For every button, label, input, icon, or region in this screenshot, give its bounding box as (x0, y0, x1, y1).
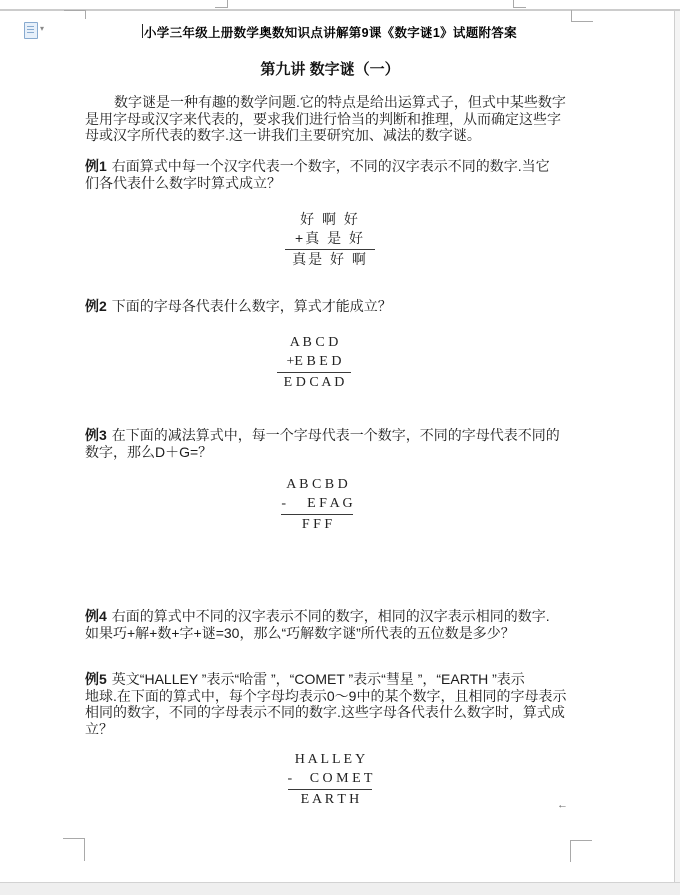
minuend-row: A B C B D (286, 477, 348, 492)
example-text: 地球.在下面的算式中，每个字母均表示0～9中的某个数字，且相同的字母表示 (85, 687, 567, 704)
intro-line: 母或汉字所代表的数字.这一讲我们主要研究加、减法的数字谜。 (85, 127, 481, 143)
example-5-paragraph (85, 671, 580, 737)
addend-row: +E B E D (286, 354, 342, 369)
example-line (85, 688, 580, 705)
example-line (85, 721, 580, 738)
example-2-paragraph (85, 298, 580, 315)
example-line (85, 625, 580, 642)
example-text: 在下面的减法算式中，每一个字母代表一个数字，不同的字母代表不同的 (111, 427, 560, 443)
example-1-paragraph (85, 158, 580, 191)
crop-mark-bottom-left (63, 838, 85, 861)
example-text: 数字，那么D＋G=？ (85, 443, 213, 460)
paste-options-button[interactable] (22, 20, 52, 40)
subtrahend-row: - E F A G (281, 496, 353, 511)
intro-line: 是用字母或汉字来代表的，要求我们进行恰当的判断和推理，从而确定这些字 (85, 110, 561, 127)
intro-paragraph (85, 94, 580, 144)
example-line (85, 158, 580, 175)
example-line (85, 427, 580, 444)
example-text: 立？ (85, 720, 113, 737)
page-right-margin (675, 11, 680, 882)
crop-mark-prevpage-right (513, 0, 526, 8)
example-text: 相同的数字，不同的字母表示不同的数字.这些字母各代表什么数字时，算式成 (85, 704, 565, 720)
example-text: 下面的字母各代表什么数字，算式才能成立？ (111, 298, 392, 314)
example-line (85, 444, 580, 461)
addend-row: +真 是 好 (295, 230, 365, 246)
arithmetic-ex3 (0, 475, 660, 534)
example-line (85, 671, 580, 688)
arithmetic-ex1 (0, 210, 660, 269)
addend-row: A B C D (289, 335, 339, 350)
example-text: 们各代表什么数字时算式成立？ (85, 174, 281, 191)
intro-line: 数字谜是一种有趣的数学问题.它的特点是给出运算式子，但式中某些数字 (114, 94, 566, 110)
example-text: 右面算式中每一个汉字代表一个数字，不同的汉字表示不同的数字.当它 (111, 158, 550, 174)
example-3-label: 例3 (85, 427, 107, 443)
example-3-paragraph (85, 427, 580, 460)
doc-title: 小学三年级上册数学奥数知识点讲解第9课《数字谜1》试题附答案 (144, 26, 517, 40)
example-5-label: 例5 (85, 671, 107, 687)
subtrahend-row: - C O M E T (287, 771, 373, 786)
example-line (85, 175, 580, 192)
example-text: 如果巧+解+数+字+谜=30，那么“巧解数字谜”所代表的五位数是多少？ (85, 624, 515, 641)
clipboard-icon (24, 22, 38, 39)
line-break-mark: ← (557, 799, 568, 811)
page-bottom-gap (0, 882, 680, 895)
crop-mark-top-left (64, 10, 86, 19)
example-1-label: 例1 (85, 158, 107, 174)
arithmetic-ex2 (0, 333, 660, 392)
vertical-subtraction-halley (288, 750, 373, 809)
example-line (85, 608, 580, 625)
example-4-paragraph (85, 608, 580, 641)
chevron-down-icon: ▾ (40, 24, 45, 33)
page-right-edge (674, 11, 675, 882)
difference-row: F F F (281, 514, 352, 534)
example-line (85, 298, 580, 315)
addend-row: 好 啊 好 (300, 211, 360, 227)
example-text: 英文“HALLEY ”表示“哈雷 ”，“COMET ”表示“彗星 ”，“EARTH ”表示 (111, 671, 525, 687)
sum-row: E D C A D (277, 372, 352, 392)
section-heading: 第九讲 数字谜（一） (260, 61, 400, 78)
sum-row: 真是 好 啊 (285, 249, 375, 269)
vertical-subtraction-letters (281, 475, 352, 534)
vertical-addition-hanzi (285, 210, 375, 269)
example-line (85, 704, 580, 721)
example-text: 右面的算式中不同的汉字表示不同的数字，相同的汉字表示相同的数字. (111, 608, 550, 624)
difference-row: E A R T H (288, 789, 373, 809)
minuend-row: H A L L E Y (294, 752, 366, 767)
crop-mark-bottom-right (570, 840, 592, 862)
vertical-addition-letters (277, 333, 352, 392)
crop-mark-prevpage-left (215, 0, 228, 8)
example-2-label: 例2 (85, 298, 107, 314)
crop-mark-top-right (571, 10, 593, 22)
text-cursor (142, 24, 143, 38)
example-4-label: 例4 (85, 608, 107, 624)
